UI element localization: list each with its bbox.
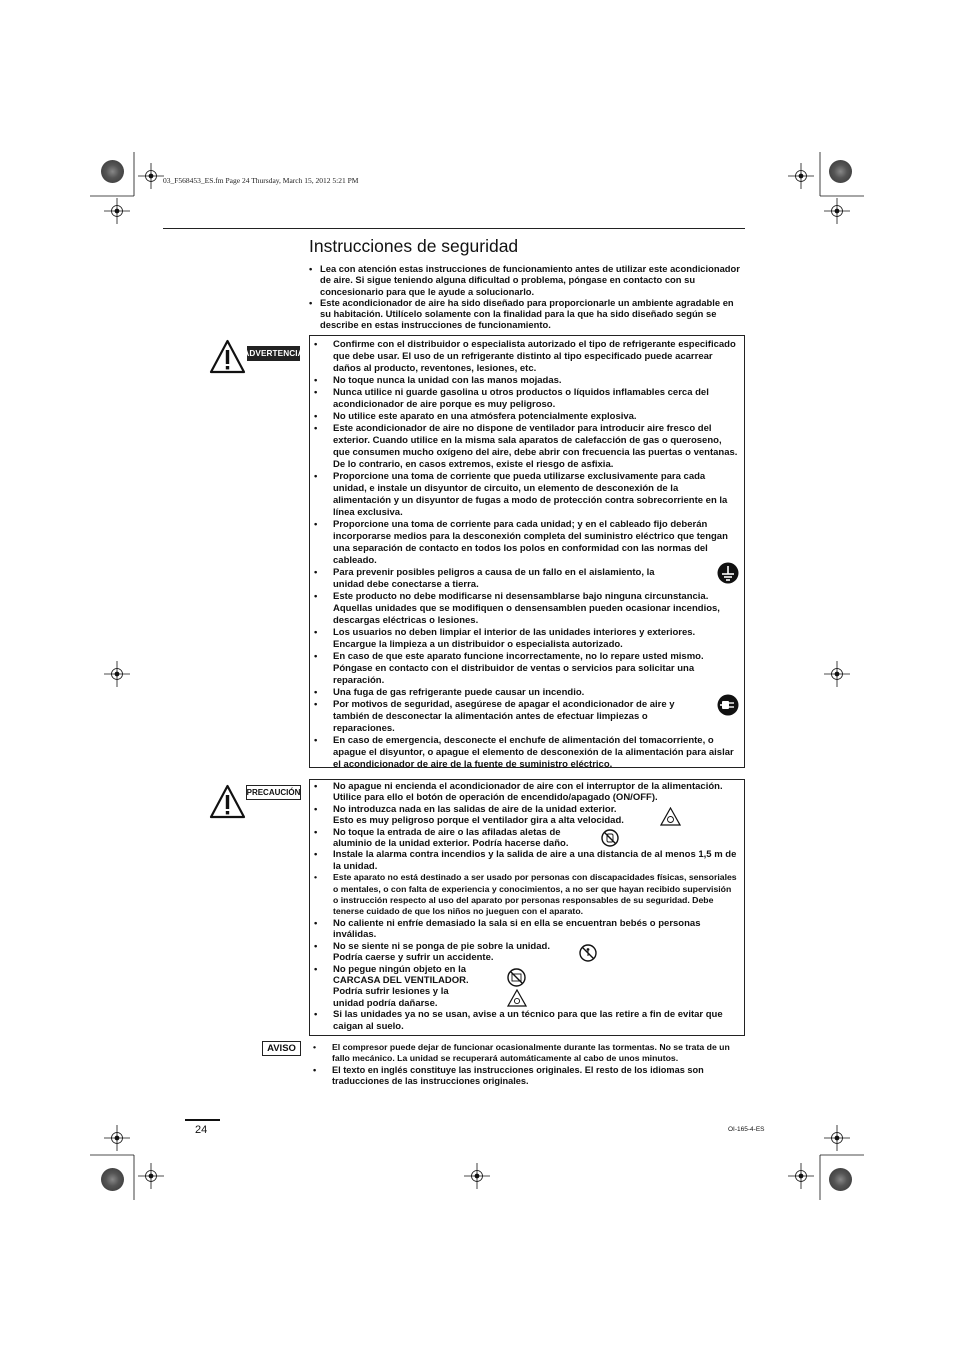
warning-item: • En caso de que este aparato funcione incorrectamente, no lo repare usted mismo. Póngase en contacto con el distribuidor de ventas o servicios para solicitar una reparación. [314,651,738,687]
caution-item: • No apague ni encienda el acondicionador de aire con el interruptor de la alimentación. Utilice para ello el botón de operación de encendido/apagado (ON/OFF). [314,781,738,804]
warning-item: • Nunca utilice ni guarde gasolina u otros productos o líquidos inflamables cerca del acondicionador de aire porque es muy peligroso. [314,387,738,411]
ground-icon [717,562,739,584]
notice-item: • El texto en inglés constituye las instrucciones originales. El resto de los idiomas son traducciones de las instrucciones originales. [313,1065,739,1088]
warning-item: • No utilice este aparato en una atmósfera potencialmente explosiva. [314,411,738,423]
warning-item: • Confirme con el distribuidor o especialista autorizado el tipo de refrigerante especificado que debe usar. El uso de un refrigerante distinto al tipo especificado puede acarrear daños al producto, reventones, lesiones, etc. [314,339,738,375]
warning-item: • Una fuga de gas refrigerante puede causar un incendio. [314,687,738,699]
header-rule [163,228,745,229]
caution-small-triangle-icon [507,989,527,1007]
page-number-rule [185,1119,220,1121]
warning-item: • Para prevenir posibles peligros a causa de un fallo en el aislamiento, la unidad debe conectarse a tierra. [314,567,738,591]
page-number: 24 [195,1124,208,1136]
warning-item: • Proporcione una toma de corriente para cada unidad; y en el cableado fijo deberán incorporarse medios para la desconexión completa del suministro eléctrico que tengan una separación de contacto en todos los polos en conformidad con las normas del cableado. [314,519,738,567]
caution-item: • No toque la entrada de aire o las afiladas aletas de aluminio de la unidad exterior. Podría hacerse daño. [314,827,738,850]
caution-item: • Si las unidades ya no se usan, avise a un técnico para que las retire a fin de evitar que caigan al suelo. [314,1009,738,1032]
notice-item: • El compresor puede dejar de funcionar ocasionalmente durante las tormentas. No se trata de un fallo mecánico. La unidad se recuperará automáticamente al cabo de unos minutos. [313,1042,739,1065]
intro-item: • Lea con atención estas instrucciones de funcionamiento antes de utilizar este acondicionador de aire. Si sigue teniendo alguna dificultad o problema, póngase en contacto con su concesionario para que le ayude a solucionarlo. [309,263,745,297]
caution-item: • Este aparato no está destinado a ser usado por personas con discapacidades físicas, sensoriales o mentales, o con falta de experiencia y conocimientos, a no ser que hayan recibido supervisión o instrucción respecto al uso del aparato por personas responsables de su seguridad. Debe tenerse cuidado de que los niños no jueguen con el aparato. [314,872,738,918]
warning-item: • Este producto no debe modificarse ni desensamblarse bajo ninguna circunstancia. Aquellas unidades que se modifiquen o densensamblen pueden ocasionar incendios, descargas eléctricas o lesiones. [314,591,738,627]
intro-item: • Este acondicionador de aire ha sido diseñado para proporcionarle un ambiente agradable en su habitación. Utilícelo solamente con la finalidad para la que ha sido diseñado según se describe en estas instrucciones de funcionamiento. [309,297,745,331]
page-title: Instrucciones de seguridad [309,236,519,256]
caution-triangle-icon [209,784,246,819]
caution-item: • Instale la alarma contra incendios y la salida de aire a una distancia de al menos 1,5 m de la unidad. [314,849,738,872]
warning-box [309,335,745,768]
intro-section [309,263,745,331]
caution-item: • No caliente ni enfríe demasiado la sala si en ella se encuentran bebés o personas inválidas. [314,918,738,941]
no-standing-icon [579,944,597,962]
warning-item: • En caso de emergencia, desconecte el enchufe de alimentación del tomacorriente, o apague el disyuntor, o apague el elemento de desconexión de la alimentación para aislar el acondicionador de aire de la fuente de suministro eléctrico. [314,735,738,771]
caution-item: • No introduzca nada en las salidas de aire de la unidad exterior. Esto es muy peligroso porque el ventilador gira a alta velocidad. [314,804,738,827]
warning-label: ADVERTENCIA [247,346,300,361]
caution-item: • No se siente ni se ponga de pie sobre la unidad. Podría caerse y sufrir un accidente. [314,941,738,964]
fan-hazard-icon [660,807,681,826]
file-header-note: 03_F568453_ES.fm Page 24 Thursday, March 15, 2012 5:21 PM [163,176,359,185]
caution-label: PRECAUCIÓN [246,785,301,800]
notice-label: AVISO [262,1041,301,1056]
warning-item: • Este acondicionador de aire no dispone de ventilador para introducir aire fresco del exterior. Cuando utilice en la misma sala aparatos de calefacción de gas o queroseno, que consumen mucho oxígeno del aire, debe abrir con frecuencia las puertas o ventanas. De lo contrario, en casos extremos, existe el riesgo de asfixia. [314,423,738,471]
no-touch-icon [601,829,619,847]
unplug-icon [717,694,739,716]
warning-item: • Por motivos de seguridad, asegúrese de apagar el acondicionador de aire y también de desconectar la alimentación antes de efectuar limpiezas o reparaciones. [314,699,738,735]
no-objects-icon [507,968,526,987]
warning-triangle-icon [209,339,246,374]
document-code: OI-165-4-ES [728,1126,765,1133]
warning-item: • Proporcione una toma de corriente que pueda utilizarse exclusivamente para cada unidad, e instale un disyuntor de circuito, un elemento de desconexión de la alimentación y un disyuntor de fugas a modo de protección contra sobrecorriente en la línea exclusiva. [314,471,738,519]
caution-item: • No pegue ningún objeto en la CARCASA DEL VENTILADOR. Podría sufrir lesiones y la unidad podría dañarse. [314,964,738,1010]
warning-item: • No toque nunca la unidad con las manos mojadas. [314,375,738,387]
warning-item: • Los usuarios no deben limpiar el interior de las unidades interiores y exteriores. Encargue la limpieza a un distribuidor o especialista autorizado. [314,627,738,651]
notice-section [309,1042,745,1088]
